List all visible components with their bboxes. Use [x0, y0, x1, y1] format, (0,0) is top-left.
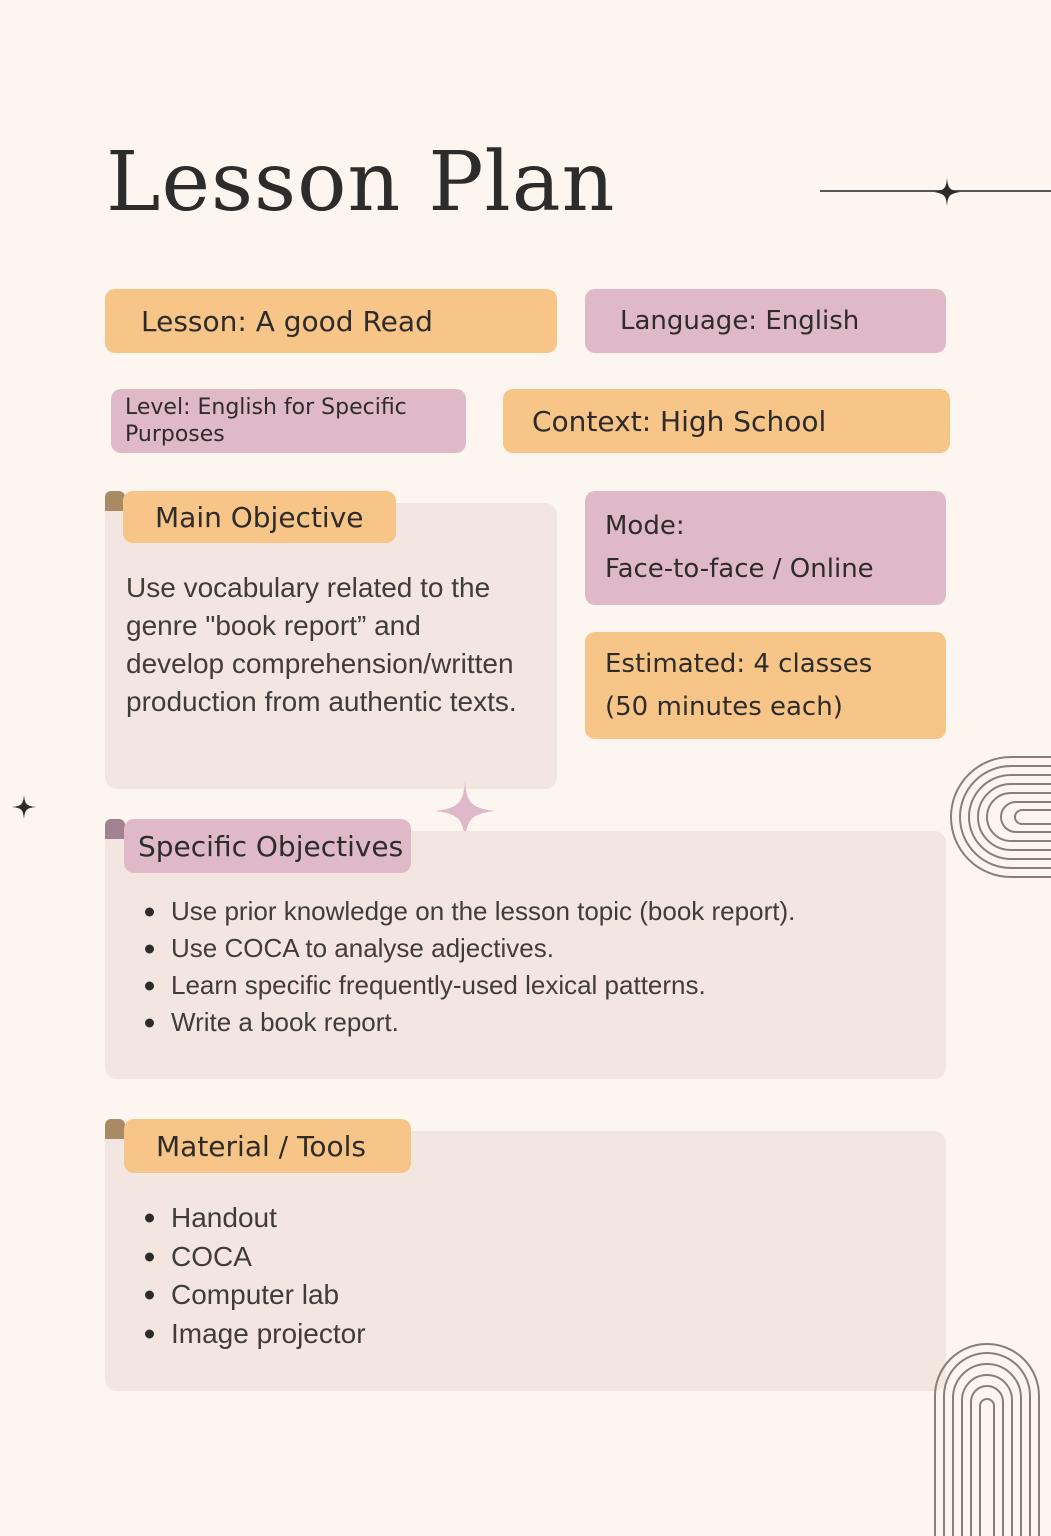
tab-corner	[105, 1119, 125, 1139]
language-pill	[585, 289, 946, 353]
level-pill	[111, 389, 466, 453]
mode-pill	[585, 491, 946, 605]
lesson-pill	[105, 289, 557, 353]
level-label-line1: Level: English for Specific	[125, 395, 407, 420]
estimated-pill	[585, 632, 946, 739]
list-item: Learn specific frequently-used lexical patterns.	[171, 967, 929, 1004]
context-label: Context: High School	[532, 404, 827, 438]
main-objective-text	[126, 569, 556, 721]
mode-label: Mode:	[605, 511, 685, 541]
estimated-label: Estimated: 4 classes	[605, 648, 873, 679]
page-title: Lesson Plan	[106, 135, 616, 230]
estimated-value: (50 minutes each)	[605, 691, 843, 722]
main-objective-line: Use vocabulary related to the	[126, 572, 491, 603]
specific-objectives-heading	[124, 819, 411, 873]
tab-corner	[105, 819, 125, 839]
decorative-arch-icon	[950, 755, 1051, 879]
sparkle-icon	[12, 795, 36, 819]
list-item: Use COCA to analyse adjectives.	[171, 930, 929, 967]
decorative-arch-icon	[933, 1342, 1041, 1536]
mode-value: Face-to-face / Online	[605, 554, 874, 584]
language-label: Language: English	[620, 306, 860, 336]
main-objective-heading	[123, 491, 396, 543]
main-objective-heading-text: Main Objective	[155, 500, 364, 534]
specific-objectives-list	[129, 893, 929, 1041]
materials-heading	[124, 1119, 411, 1173]
main-objective-line: genre "book report” and	[126, 610, 421, 641]
list-item: Write a book report.	[171, 1004, 929, 1041]
sparkle-icon	[934, 178, 960, 206]
main-objective-line: production from authentic texts.	[126, 686, 517, 717]
list-item: Use prior knowledge on the lesson topic (book report).	[171, 893, 929, 930]
specific-objectives-heading-text: Specific Objectives	[138, 829, 404, 863]
list-item: Image projector	[171, 1315, 729, 1354]
materials-list	[129, 1199, 729, 1353]
list-item: COCA	[171, 1238, 729, 1277]
main-objective-line: develop comprehension/written	[126, 648, 514, 679]
materials-heading-text: Material / Tools	[156, 1129, 366, 1163]
list-item: Handout	[171, 1199, 729, 1238]
lesson-label: Lesson: A good Read	[141, 304, 433, 338]
level-label-line2: Purposes	[125, 422, 225, 447]
list-item: Computer lab	[171, 1276, 729, 1315]
tab-corner	[105, 491, 125, 511]
context-pill	[503, 389, 950, 453]
